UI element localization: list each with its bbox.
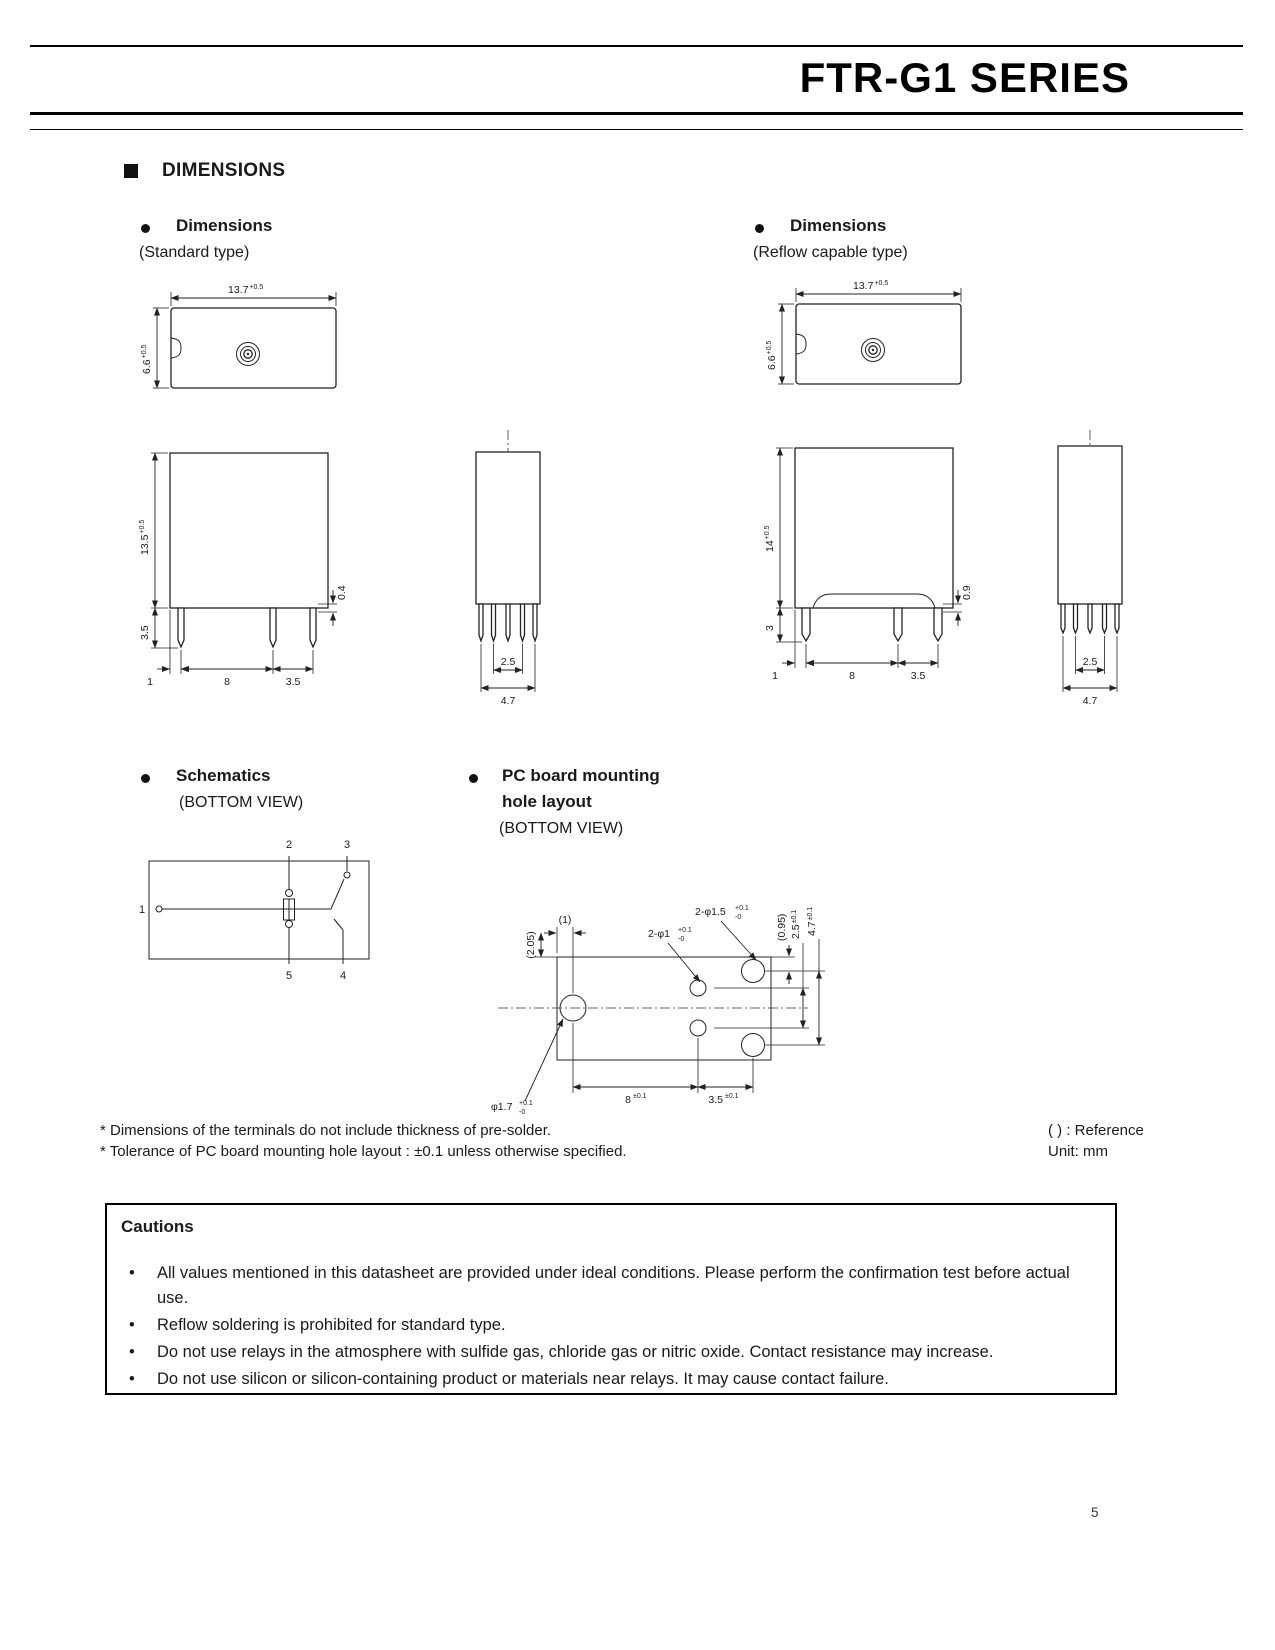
- cautions-title: Cautions: [121, 1217, 194, 1236]
- standard-dimensions-label: Dimensions: [176, 216, 273, 235]
- dim-pin-pitch: 2.5: [1082, 656, 1098, 668]
- dim-pin-pitch2: 3.5: [910, 670, 926, 682]
- dim-8: 8: [625, 1094, 631, 1106]
- dim-width: $13.7^{+0.5}$: [228, 284, 264, 296]
- pin-number-2: 2: [285, 839, 293, 851]
- dim-width: $13.7^{+0.5}$: [853, 280, 889, 292]
- caution-item: • Do not use silicon or silicon-containing product or materials near relays. It may cause contact failure.: [121, 1367, 1081, 1392]
- standard-front-view-drawing: [120, 428, 380, 700]
- dimensions-section-header: [124, 160, 285, 182]
- hole-17-sub: -0: [519, 1109, 526, 1116]
- pcb-sublabel: (BOTTOM VIEW): [499, 820, 624, 837]
- hole-17-sup: +0.1: [519, 1100, 533, 1107]
- dim-body-height: $14^{+0.5}$: [764, 525, 776, 552]
- pin-number-5: 5: [285, 970, 293, 982]
- bullet-icon: [755, 224, 764, 233]
- bullet-icon: [141, 224, 150, 233]
- relay-side-outline: [1058, 446, 1122, 633]
- hole-15-label: 2-φ1.5: [695, 906, 726, 918]
- schematics-sublabel: (BOTTOM VIEW): [179, 794, 304, 811]
- bullet-icon: [141, 774, 150, 783]
- pin-number-1: 1: [138, 904, 146, 916]
- dim-height: $6.6^{+0.5}$: [766, 340, 778, 370]
- hole-1-sub: -0: [678, 936, 685, 943]
- cautions-list: [121, 1261, 1091, 1392]
- section-title: DIMENSIONS: [162, 160, 286, 181]
- relay-front-outline: [795, 448, 953, 641]
- board-outline: [498, 957, 808, 1060]
- pcb-label-line2: hole layout: [502, 792, 592, 811]
- dim-pin-pitch1: 8: [849, 670, 855, 682]
- pin-number-4: 4: [339, 970, 347, 982]
- dim-25: $2.5^{\pm 0.1}$: [790, 909, 802, 939]
- footnote-unit: Unit: mm: [1048, 1143, 1108, 1160]
- cautions-box: [105, 1203, 1117, 1395]
- hole-1-sup: +0.1: [678, 927, 692, 934]
- dim-body-height: $13.5^{+0.5}$: [139, 519, 151, 555]
- dim-pin-length: 3: [764, 625, 776, 631]
- dim-height: $6.6^{+0.5}$: [141, 344, 153, 374]
- hole-1-5-top: [742, 960, 765, 983]
- reflow-type-sublabel: (Reflow capable type): [753, 244, 908, 261]
- hole-15-sup: +0.1: [735, 905, 749, 912]
- footnote-1: * Dimensions of the terminals do not include thickness of pre-solder.: [100, 1122, 552, 1139]
- dim-overall-width: 4.7: [500, 695, 516, 707]
- standard-side-view-drawing: [443, 424, 573, 724]
- standard-top-view-drawing: [128, 276, 378, 408]
- dim-pin-offset: 1: [147, 676, 153, 688]
- hole-1-5-bottom: [742, 1034, 765, 1057]
- reflow-dimensions-label: Dimensions: [790, 216, 887, 235]
- pcb-label-line1: PC board mounting: [502, 766, 660, 785]
- page-number: 5: [1091, 1505, 1099, 1520]
- footnotes-left: [100, 1120, 627, 1162]
- dim-35-tol: ±0.1: [725, 1093, 739, 1100]
- dim-thickness: 0.9: [961, 585, 973, 600]
- dim-thickness: 0.4: [336, 585, 348, 600]
- dim-pin-length: 3.5: [139, 625, 151, 640]
- page-title: FTR-G1 SERIES: [799, 54, 1130, 101]
- dim-pin-pitch: 2.5: [500, 656, 516, 668]
- footnote-reference: ( ) : Reference: [1048, 1122, 1144, 1139]
- dim-pin-offset: 1: [772, 670, 778, 682]
- relay-top-outline: [171, 308, 336, 388]
- dim-8-tol: ±0.1: [633, 1093, 647, 1100]
- dim-47: $4.7^{\pm 0.1}$: [806, 906, 818, 936]
- dim-pin-pitch2: 3.5: [285, 676, 301, 688]
- schematic-drawing: [135, 833, 395, 991]
- relay-front-outline: [170, 453, 328, 647]
- footnotes-right: [1048, 1120, 1144, 1162]
- hole-17-label: φ1.7: [491, 1101, 513, 1113]
- horizontal-rule-under-title: [30, 112, 1243, 115]
- pin-number-3: 3: [343, 839, 351, 851]
- caution-item: • Reflow soldering is prohibited for standard type.: [121, 1313, 1081, 1338]
- reflow-top-view-drawing: [753, 272, 1003, 404]
- standard-type-sublabel: (Standard type): [139, 244, 250, 261]
- dim-overall-width: 4.7: [1082, 695, 1098, 707]
- footnote-2: * Tolerance of PC board mounting hole layout : ±0.1 unless otherwise specified.: [100, 1143, 627, 1160]
- dim-pin-pitch1: 8: [224, 676, 230, 688]
- relay-side-outline: [476, 452, 540, 641]
- schematics-label: Schematics: [176, 766, 271, 785]
- horizontal-rule-sub: [30, 129, 1243, 130]
- hole-15-sub: -0: [735, 914, 742, 921]
- ref-dim-095: (0.95): [776, 913, 788, 941]
- schematic-outline: [149, 856, 369, 964]
- caution-item: • All values mentioned in this datasheet are provided under ideal conditions. Please perform the confirmation test before actual use.: [121, 1261, 1081, 1311]
- reflow-side-view-drawing: [1025, 424, 1155, 724]
- section-square-icon: [124, 164, 138, 178]
- dimension-lines: [481, 644, 535, 692]
- hole-1-bottom: [690, 1020, 706, 1036]
- caution-item: • Do not use relays in the atmosphere with sulfide gas, chloride gas or nitric oxide. Contact resistance may increase.: [121, 1340, 1081, 1365]
- dimension-lines: [525, 921, 825, 1101]
- horizontal-rule-top: [30, 45, 1243, 47]
- bullet-icon: [469, 774, 478, 783]
- ref-dim-1: (1): [558, 914, 572, 926]
- ref-dim-205: (2.05): [525, 931, 537, 959]
- hole-1-top: [690, 980, 706, 996]
- pcb-hole-layout-drawing: [473, 853, 865, 1125]
- relay-top-outline: [796, 304, 961, 384]
- hole-1-label: 2-φ1: [648, 928, 670, 940]
- dim-35: 3.5: [708, 1094, 723, 1106]
- reflow-front-view-drawing: [745, 428, 1005, 700]
